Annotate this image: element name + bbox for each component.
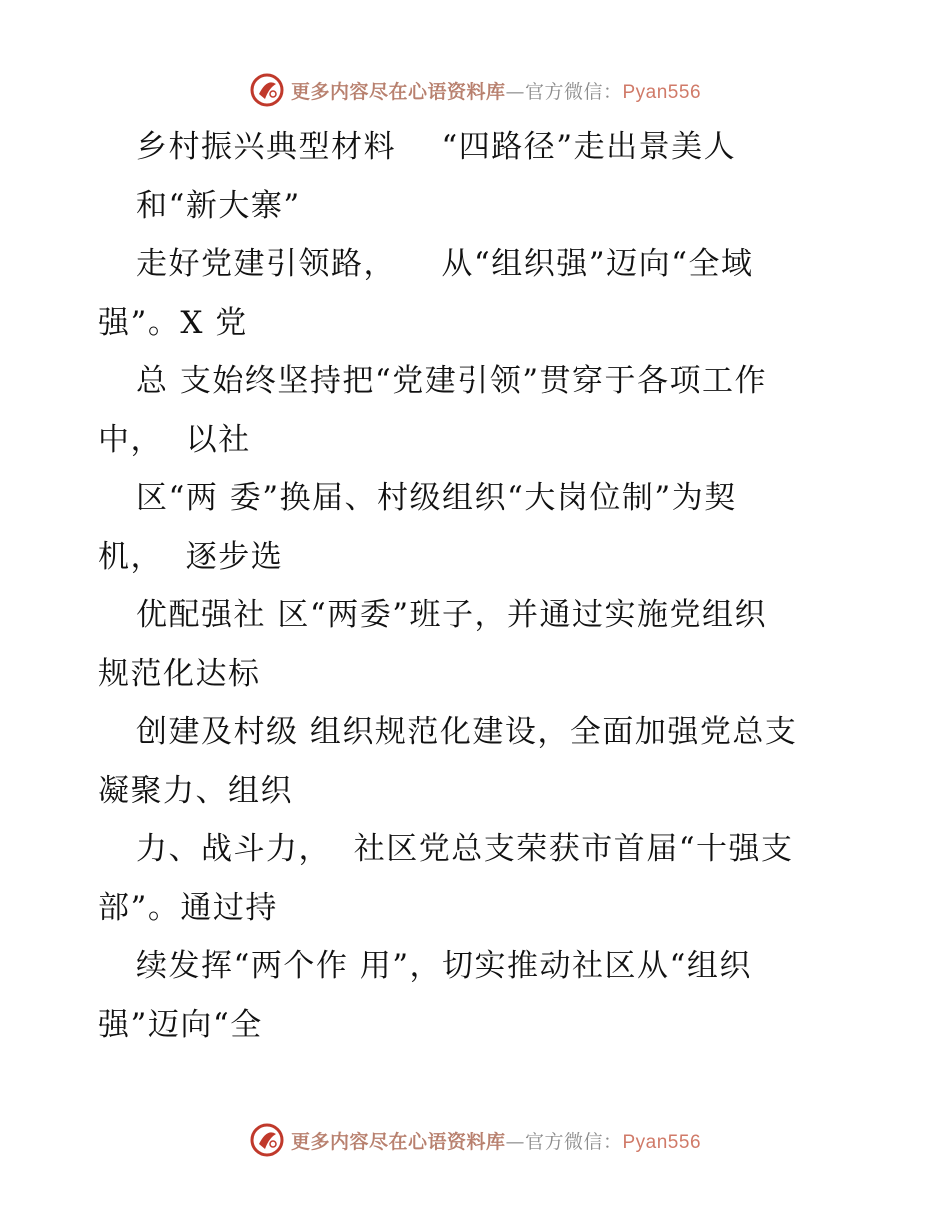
text-line: 凝聚力、组织 bbox=[98, 772, 293, 809]
text-line: 强”。X 党 bbox=[98, 304, 248, 341]
watermark-text bbox=[291, 77, 701, 104]
watermark-separator: — bbox=[505, 80, 525, 103]
watermark-label: 官方微信： bbox=[524, 80, 623, 103]
document-body bbox=[98, 118, 838, 1054]
watermark-text bbox=[291, 1127, 701, 1154]
text-line: 强”迈向“全 bbox=[98, 1006, 263, 1043]
text-line: 续发挥“两个作 用”，切实推动社区从“组织 bbox=[136, 948, 752, 984]
text-line: 创建及村级 组织规范化建设，全面加强党总支 bbox=[136, 714, 798, 750]
header-watermark bbox=[0, 70, 950, 110]
watermark-id: Pyan556 bbox=[622, 1131, 702, 1153]
watermark-id: Pyan556 bbox=[622, 81, 702, 103]
text-line: 部”。通过持 bbox=[98, 889, 278, 926]
text-line: 乡村振兴典型材料 “四路径”走出景美人 bbox=[136, 129, 737, 165]
text-line: 总 支始终坚持把“党建引领”贯穿于各项工作 bbox=[136, 363, 768, 399]
watermark-label: 官方微信： bbox=[524, 1130, 623, 1153]
watermark-main: 更多内容尽在心语资料库 bbox=[290, 1130, 506, 1153]
text-line: 优配强社 区“两委”班子，并通过实施党组织 bbox=[136, 597, 768, 633]
watermark-main: 更多内容尽在心语资料库 bbox=[290, 80, 506, 103]
text-line: 区“两 委”换届、村级组织“大岗位制”为契 bbox=[136, 480, 737, 516]
brand-logo-icon bbox=[249, 1122, 285, 1158]
text-line: 走好党建引领路， 从“组织强”迈向“全域 bbox=[136, 246, 754, 282]
text-line: 机， 逐步选 bbox=[98, 538, 284, 575]
text-line: 中， 以社 bbox=[98, 421, 251, 458]
brand-logo-icon bbox=[249, 72, 285, 108]
text-line: 力、战斗力， 社区党总支荣获市首届“十强支 bbox=[136, 831, 794, 867]
text-line: 和“新大寨” bbox=[136, 187, 301, 224]
footer-watermark bbox=[0, 1120, 950, 1160]
watermark-separator: — bbox=[505, 1130, 525, 1153]
text-line: 规范化达标 bbox=[98, 655, 261, 692]
